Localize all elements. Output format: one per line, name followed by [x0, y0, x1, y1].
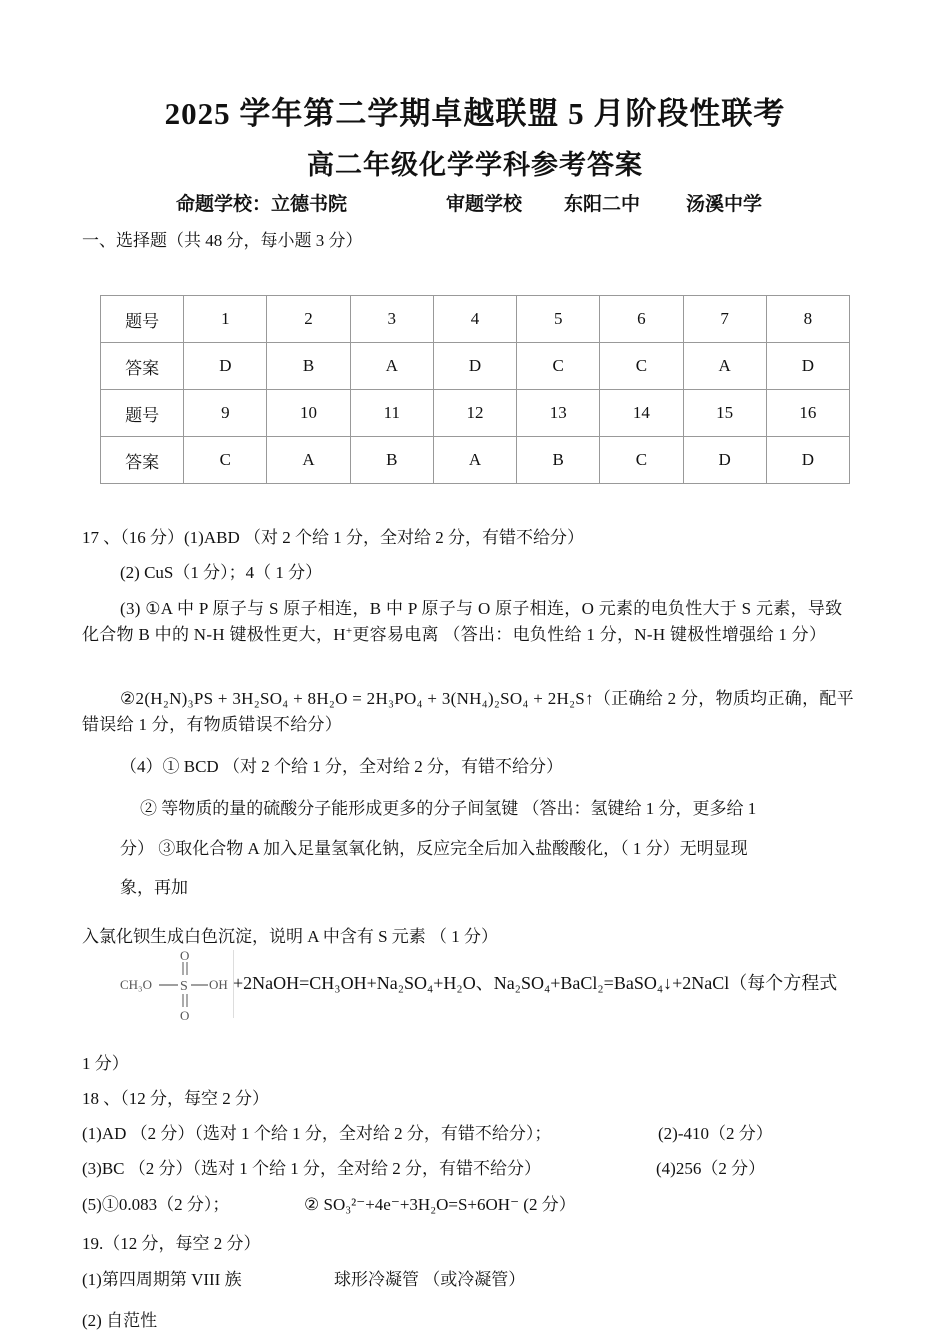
section1-heading: 一、选择题（共 48 分，每小题 3 分） — [82, 231, 363, 250]
review-label: 审题学校 — [446, 194, 523, 215]
q17-line6: ② 等物质的量的硫酸分子能形成更多的分子间氢键 （答出：氢键给 1 分，更多给 1 — [140, 799, 757, 818]
table-cell: 9 — [184, 390, 267, 437]
table-cell: 14 — [600, 390, 683, 437]
q18-line1: 18 、（12 分，每空 2 分） — [82, 1089, 269, 1108]
q19-line2a: (1)第四周期第 VIII 族 — [82, 1270, 242, 1289]
row-label: 题号 — [101, 390, 184, 437]
table-cell: 1 — [184, 296, 267, 343]
author-school: 命题学校：立德书院 — [176, 194, 348, 215]
struct-o-bottom: O — [180, 1008, 190, 1022]
table-cell: 16 — [766, 390, 849, 437]
table-cell: 10 — [267, 390, 350, 437]
table-cell: 5 — [517, 296, 600, 343]
q17-part3-text-b: 更容易电离 （答出：电负性给 1 分，N-H 键极性增强给 1 分） — [352, 625, 827, 644]
review-school-2: 汤溪中学 — [686, 194, 763, 215]
q17-line1: 17 、（16 分）(1)ABD （对 2 个给 1 分，全对给 2 分，有错不给分） — [82, 528, 584, 547]
q17-equation: ②2(H₂N)₃PS + 3H₂SO₄ + 8H₂O = 2H₃PO₄ + 3(NH₄)₂SO₄ + 2H₂S↑ — [120, 689, 594, 708]
table-cell: D — [433, 343, 516, 390]
table-cell: B — [350, 437, 433, 484]
q18-line4b: ② SO₃²⁻+4e⁻+3H₂O=S+6OH⁻ (2 分） — [304, 1195, 576, 1214]
struct-ch3o: CH₃O — [120, 977, 152, 992]
table-cell: A — [267, 437, 350, 484]
q17-equation-note: （正确给 2 分，物质均正确，配平错误给 1 分，有物质错误不给分） — [82, 689, 854, 734]
q17-equation-block — [82, 686, 858, 738]
table-cell: 6 — [600, 296, 683, 343]
table-row — [101, 296, 850, 343]
q17-line10 — [233, 970, 837, 996]
table-cell: D — [683, 437, 766, 484]
q18-line3a: (3)BC （2 分）（选对 1 个给 1 分，全对给 2 分，有错不给分） — [82, 1159, 541, 1178]
table-cell: C — [184, 437, 267, 484]
table-cell: B — [267, 343, 350, 390]
table-cell: 15 — [683, 390, 766, 437]
methyl-sulfate-structure — [120, 948, 235, 1022]
table-cell: D — [184, 343, 267, 390]
table-cell: 2 — [267, 296, 350, 343]
q17-line10-equation: +2NaOH=CH₃OH+Na₂SO₄+H₂O、Na₂SO₄+BaCl₂=BaSO₄↓+2NaCl — [233, 973, 730, 993]
table-cell: B — [517, 437, 600, 484]
struct-s: S — [180, 979, 188, 994]
plus-superscript: + — [345, 625, 353, 637]
struct-oh: OH — [209, 977, 228, 992]
q18-line4a: (5)①0.083（2 分）； — [82, 1195, 230, 1214]
row-label: 题号 — [101, 296, 184, 343]
table-cell: 8 — [766, 296, 849, 343]
struct-o-top: O — [180, 948, 190, 963]
table-cell: C — [600, 343, 683, 390]
table-cell: 12 — [433, 390, 516, 437]
q17-line9: 入氯化钡生成白色沉淀，说明 A 中含有 S 元素 （ 1 分） — [82, 927, 499, 946]
q17-part3 — [82, 596, 858, 648]
table-cell: A — [433, 437, 516, 484]
row-label: 答案 — [101, 437, 184, 484]
table-cell: A — [683, 343, 766, 390]
table-row — [101, 390, 850, 437]
q17-part3-text-a: (3) ①A 中 P 原子与 S 原子相连，B 中 P 原子与 O 原子相连，O 元素的电负性大于 S 元素，导致化合物 B 中的 N-H 键极性更大，H — [82, 599, 843, 644]
table-cell: 13 — [517, 390, 600, 437]
q17-line8: 象，再加 — [120, 878, 188, 897]
q18-line3b: (4)256（2 分） — [656, 1159, 766, 1178]
table-cell: 7 — [683, 296, 766, 343]
row-label: 答案 — [101, 343, 184, 390]
q19-line3: (2) 自范性 — [82, 1311, 158, 1330]
table-cell: 11 — [350, 390, 433, 437]
q18-line2a: (1)AD （2 分）（选对 1 个给 1 分，全对给 2 分，有错不给分）； — [82, 1124, 552, 1143]
q17-line7: 分） ③取化合物 A 加入足量氢氧化钠，反应完全后加入盐酸酸化，（ 1 分）无明显现 — [120, 839, 748, 858]
table-cell: D — [766, 343, 849, 390]
q17-line10-note: （每个方程式 — [729, 973, 838, 993]
table-cell: 4 — [433, 296, 516, 343]
structure-drawing — [120, 948, 235, 1022]
page-title: 2025 学年第二学期卓越联盟 5 月阶段性联考 — [164, 96, 786, 131]
table-cell: C — [517, 343, 600, 390]
q17-line2: (2) CuS（1 分）；4（ 1 分） — [120, 563, 323, 582]
q19-line1: 19.（12 分，每空 2 分） — [82, 1234, 261, 1253]
table-cell: 3 — [350, 296, 433, 343]
table-cell: D — [766, 437, 849, 484]
answer-table — [100, 295, 850, 484]
table-row — [101, 437, 850, 484]
q17-line11: 1 分） — [82, 1054, 129, 1073]
q19-line2b: 球形冷凝管 （或冷凝管） — [334, 1270, 526, 1289]
q18-line2b: (2)-410（2 分） — [658, 1124, 773, 1143]
table-cell: A — [350, 343, 433, 390]
review-school-1: 东阳二中 — [564, 194, 641, 215]
q17-line5: （4）① BCD （对 2 个给 1 分，全对给 2 分，有错不给分） — [120, 757, 563, 776]
table-cell: C — [600, 437, 683, 484]
table-row — [101, 343, 850, 390]
page-subtitle: 高二年级化学学科参考答案 — [307, 150, 643, 180]
